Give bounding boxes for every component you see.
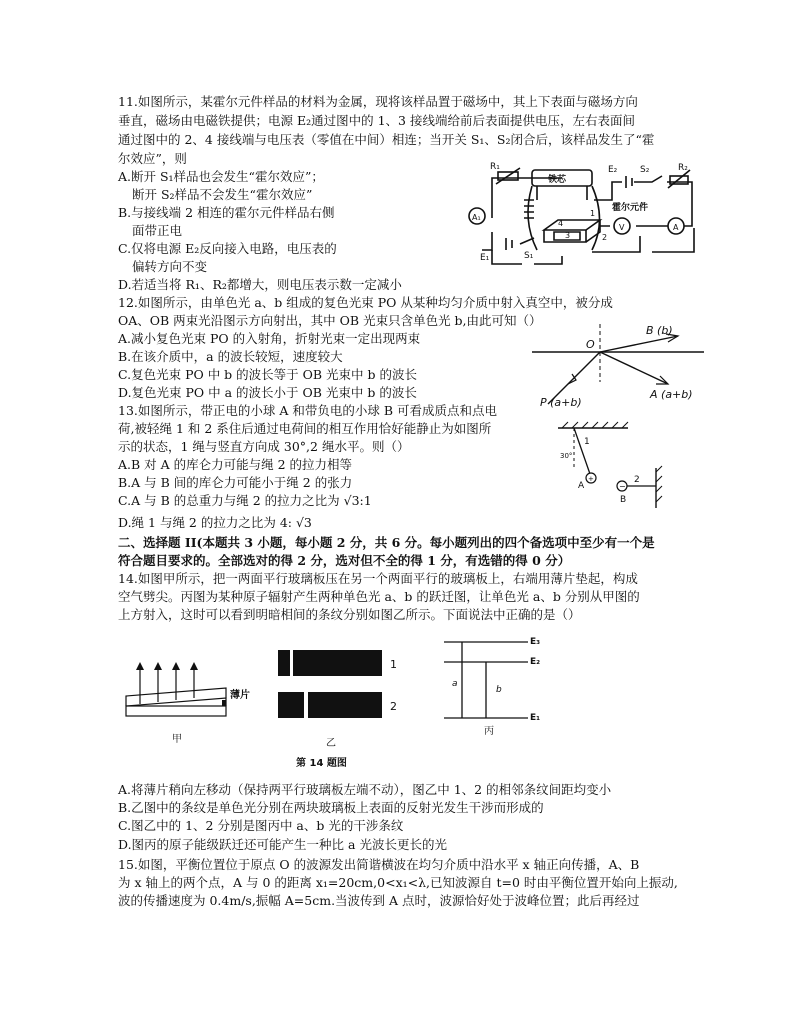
charged-balls-figure	[548, 418, 668, 512]
figure-jia	[126, 662, 250, 745]
label-level-e1: E₁	[530, 713, 541, 723]
q11-option-b-line2: 面带正电	[132, 223, 183, 238]
label-beam-a: A (a+b)	[650, 388, 693, 401]
label-level-e2: E₂	[530, 657, 541, 667]
label-point-o: O	[586, 338, 595, 351]
label-beam-b: B (b)	[646, 324, 673, 337]
label-iron-core: 铁芯	[548, 175, 567, 185]
q12-stem-line1: 12.如图所示，由单色光 a、b 组成的复色光束 PO 从某种均匀介质中射入真空中，被分成	[118, 295, 613, 310]
q11-stem-line1: 11.如图所示，某霍尔元件样品的材料为金属，现将该样品置于磁场中，其上下表面与磁场方向	[118, 94, 638, 109]
label-fringe-1: 1	[390, 658, 397, 671]
label-terminal-4: 4	[558, 219, 564, 228]
q11-option-a-line1: A.断开 S₁样品也会发生“霍尔效应”；	[118, 169, 324, 184]
label-fringe-2: 2	[390, 700, 397, 713]
label-ammeter-a1: A₁	[472, 213, 481, 222]
q13-option-a: A.B 对 A 的库仑力可能与绳 2 的拉力相等	[118, 457, 353, 472]
q15-stem-line3: 波的传播速度为 0.4m/s,振幅 A=5cm.当波传到 A 点时，波源恰好处于波峰位置；此后再经过	[118, 893, 640, 908]
q15-stem-line1: 15.如图，平衡位置位于原点 O 的波源发出简谐横波在均匀介质中沿水平 x 轴正向传播，A、B	[118, 857, 640, 872]
q12-option-c: C.复色光束 PO 中 b 的波长等于 OB 光束中 b 的波长	[118, 367, 417, 382]
section-2-header-line2: 符合题目要求的。全部选对的得 2 分，选对但不全的得 1 分，有选错的得 0 分）	[118, 553, 571, 568]
q11-option-d: D.若适当将 R₁、R₂都增大，则电压表示数一定减小	[118, 277, 402, 292]
label-level-e3: E₃	[530, 637, 541, 647]
q11-option-c-line1: C.仅将电源 E₂反向接入电路，电压表的	[118, 241, 337, 256]
label-rope-2: 2	[634, 475, 640, 485]
label-jia: 甲	[172, 734, 182, 745]
q11-stem-line3: 通过图中的 2、4 接线端与电压表（零值在中间）相连；当开关 S₁、S₂闭合后，该样品发生了“霍	[118, 132, 655, 147]
label-transition-b: b	[496, 685, 502, 695]
q11-stem-line2: 垂直，磁场由电磁铁提供；电源 E₂通过图中的 1、3 接线端给前后表面提供电压，左右表面间	[118, 113, 635, 128]
q14-option-b: B.乙图中的条纹是单色光分别在两块玻璃板上表面的反射光发生干涉而形成的	[118, 800, 544, 815]
q11-option-c-line2: 偏转方向不变	[132, 259, 208, 274]
q13-option-d: D.绳 1 与绳 2 的拉力之比为 4: √3	[118, 515, 312, 530]
label-terminal-3: 3	[565, 231, 571, 240]
label-ball-b: B	[620, 495, 627, 505]
svg-text:−: −	[619, 482, 626, 491]
q11-option-a-line2: 断开 S₂样品不会发生“霍尔效应”	[132, 187, 313, 202]
hall-effect-circuit-figure	[462, 160, 722, 284]
q14-option-d: D.图丙的原子能级跃迁还可能产生一种比 a 光波长更长的光	[118, 837, 447, 852]
label-e2: E₂	[608, 165, 618, 175]
label-terminal-2: 2	[602, 233, 608, 242]
q13-stem-line3: 示的状态，1 绳与竖直方向成 30°,2 绳水平。则（）	[118, 439, 410, 454]
q14-figure-caption: 第 14 题图	[296, 758, 347, 769]
label-s2: S₂	[640, 165, 650, 175]
q12-option-d: D.复色光束 PO 中 a 的波长小于 OB 光束中 b 的波长	[118, 385, 417, 400]
q14-figure	[118, 630, 558, 772]
q14-option-a: A.将薄片稍向左移动（保持两平行玻璃板左端不动），图乙中 1、2 的相邻条纹间距均变小	[118, 782, 612, 797]
q14-option-c: C.图乙中的 1、2 分别是图丙中 a、b 光的干涉条纹	[118, 818, 404, 833]
q13-option-b: B.A 与 B 间的库仑力可能小于绳 2 的张力	[118, 475, 353, 490]
label-ammeter: A	[673, 223, 679, 232]
label-rope-1: 1	[584, 437, 590, 447]
label-ball-a: A	[578, 481, 585, 491]
label-voltmeter: V	[619, 223, 625, 232]
refraction-figure	[528, 322, 708, 412]
svg-text:+: +	[588, 475, 594, 483]
label-s1: S₁	[524, 251, 534, 261]
q11-option-b-line1: B.与接线端 2 相连的霍尔元件样品右侧	[118, 205, 335, 220]
q14-stem-line2: 空气劈尖。丙图为某种原子辐射产生两种单色光 a、b 的跃迁图，让单色光 a、b 分别从甲图的	[118, 589, 640, 604]
q14-stem-line1: 14.如图甲所示，把一两面平行玻璃板压在另一个两面平行的玻璃板上，右端用薄片垫起，构成	[118, 571, 638, 586]
q11-stem-line4: 尔效应”，则	[118, 151, 187, 166]
label-beam-p: P (a+b)	[540, 396, 582, 409]
section-2-header-line1: 二、选择题 II(本题共 3 小题，每小题 2 分，共 6 分。每小题列出的四个备选项中至少有一个是	[118, 535, 655, 550]
label-bopian: 薄片	[230, 690, 250, 701]
q12-option-b: B.在该介质中，a 的波长较短，速度较大	[118, 349, 343, 364]
q15-stem-line2: 为 x 轴上的两个点，A 与 0 的距离 x₁=20cm,0<x₁<λ,已知波源自 t=0 时由平衡位置开始向上振动,	[118, 875, 678, 890]
q13-stem-line1: 13.如图所示，带正电的小球 A 和带负电的小球 B 可看成质点和点电	[118, 403, 497, 418]
label-angle-30: 30°	[560, 452, 573, 460]
label-r1: R₁	[490, 162, 500, 172]
q12-option-a: A.减小复色光束 PO 的入射角，折射光束一定出现两束	[118, 331, 421, 346]
q12-stem-line2: OA、OB 两束光沿图示方向射出，其中 OB 光束只含单色光 b,由此可知（）	[118, 313, 542, 328]
label-terminal-1: 1	[590, 209, 596, 218]
q13-stem-line2: 荷,被轻绳 1 和 2 系住后通过电荷间的相互作用恰好能静止为如图所	[118, 421, 492, 436]
label-r2: R₂	[678, 163, 688, 173]
label-transition-a: a	[452, 679, 458, 689]
label-bing: 丙	[484, 726, 494, 737]
label-hall-element: 霍尔元件	[612, 203, 649, 213]
label-yi: 乙	[326, 738, 336, 749]
label-e1: E₁	[480, 253, 490, 263]
figure-yi	[278, 650, 397, 749]
q14-stem-line3: 上方射入，这时可以看到明暗相间的条纹分别如图乙所示。下面说法中正确的是（）	[118, 607, 581, 622]
q13-option-c: C.A 与 B 的总重力与绳 2 的拉力之比为 √3:1	[118, 493, 372, 508]
